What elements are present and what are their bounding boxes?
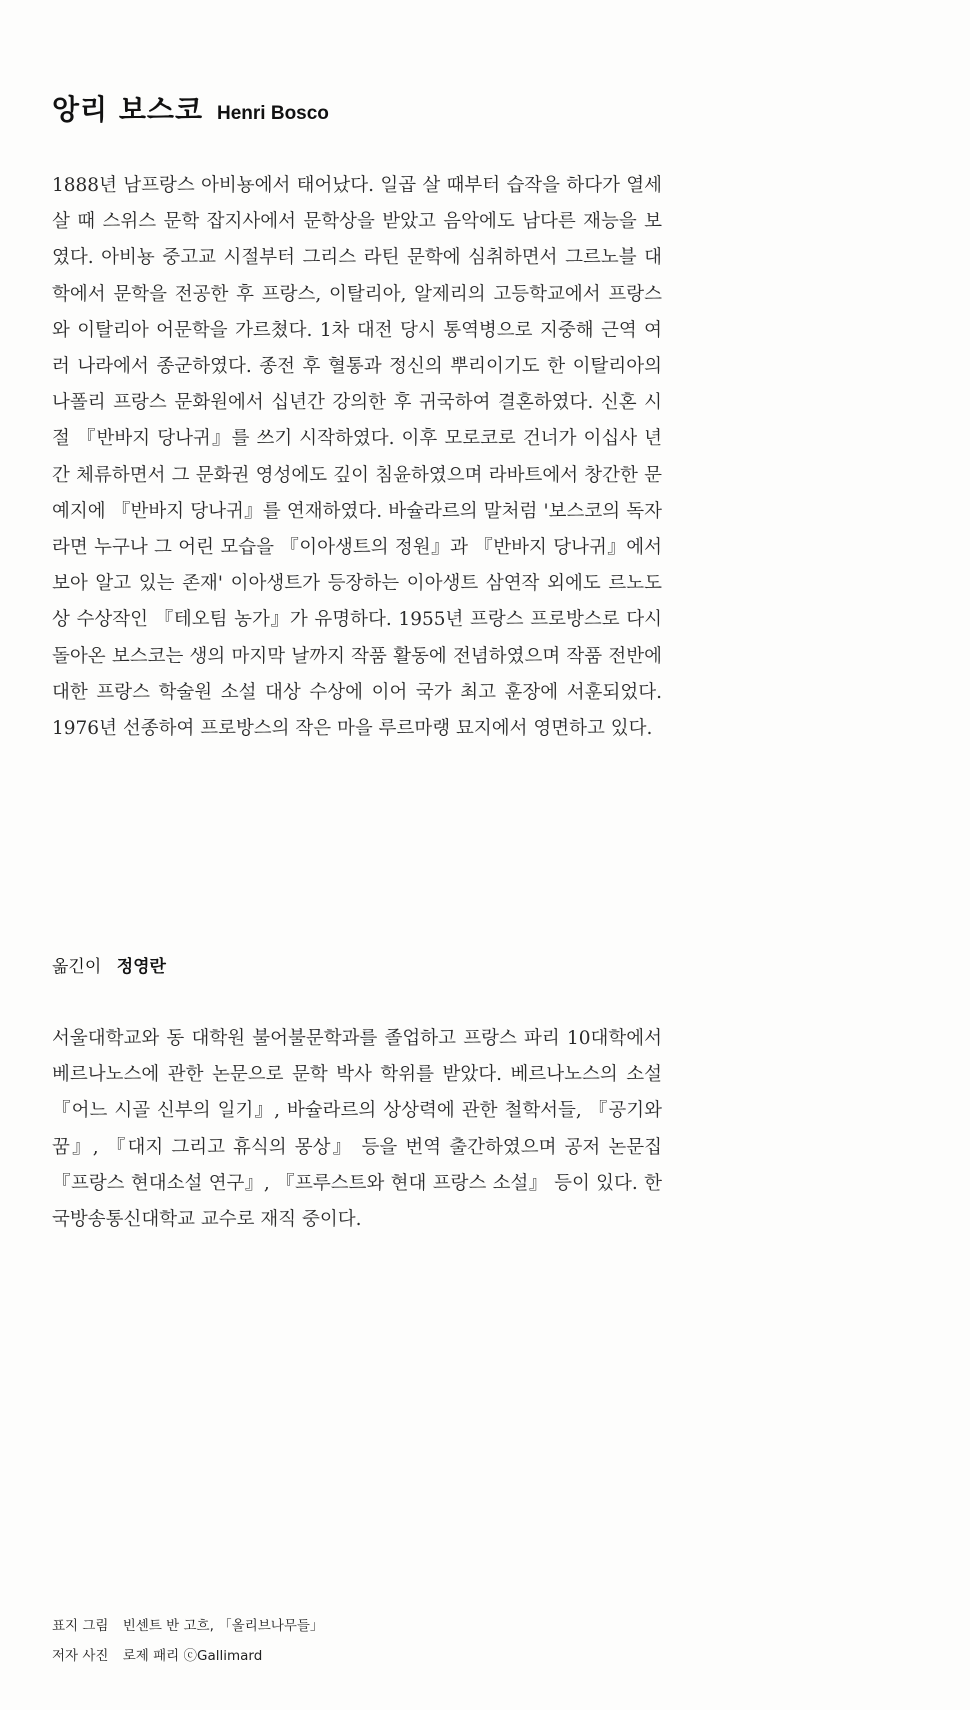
- author-photo-credit-value: 로제 패리 ⓒGallimard: [122, 1648, 263, 1664]
- translator-biography: 서울대학교와 동 대학원 불어불문학과를 졸업하고 프랑스 파리 10대학에서 베르나노스에 관한 논문으로 문학 박사 학위를 받았다. 베르나노스의 소설 『어느 시골 신부의 일기』, 바슐라르의 상상력에 관한 철학서들, 『공기와 꿈』, 『대지 그리고 휴식의 몽상』 등을 번역 출간하였으며 공저 논문집 『프랑스 현대소설 연구』, 『프루스트와 현대 프랑스 소설』 등이 있다. 한국방송통신대학교 교수로 재직 중이다.: [52, 1028, 662, 1231]
- author-photo-credit: [52, 1644, 262, 1664]
- cover-art-credit: [52, 1614, 323, 1634]
- author-photo-credit-label: 저자 사진: [52, 1648, 109, 1664]
- author-heading: [52, 88, 329, 128]
- translator-heading: [52, 952, 166, 977]
- author-name-english: Henri Bosco: [217, 103, 329, 124]
- translator-role-label: 옮긴이: [52, 957, 102, 977]
- author-name-korean: 앙리 보스코: [52, 93, 203, 126]
- translator-name: 정영란: [116, 957, 166, 977]
- author-biography: 1888년 남프랑스 아비뇽에서 태어났다. 일곱 살 때부터 습작을 하다가 열세 살 때 스위스 문학 잡지사에서 문학상을 받았고 음악에도 남다른 재능을 보였다. 아비뇽 중고교 시절부터 그리스 라틴 문학에 심취하면서 그르노블 대학에서 문학을 전공한 후 프랑스, 이탈리아, 알제리의 고등학교에서 프랑스와 이탈리아 어문학을 가르쳤다. 1차 대전 당시 통역병으로 지중해 근역 여러 나라에서 종군하였다. 종전 후 혈통과 정신의 뿌리이기도 한 이탈리아의 나폴리 프랑스 문화원에서 십년간 강의한 후 귀국하여 결혼하였다. 신혼 시절 『반바지 당나귀』를 쓰기 시작하였다. 이후 모로코로 건너가 이십사 년간 체류하면서 그 문화권 영성에도 깊이 침윤하였으며 라바트에서 창간한 문예지에 『반바지 당나귀』를 연재하였다. 바슐라르의 말처럼 '보스코의 독자라면 누구나 그 어린 모습을 『이아생트의 정원』과 『반바지 당나귀』에서 보아 알고 있는 존재' 이아생트가 등장하는 이아생트 삼연작 외에도 르노도 상 수상작인 『테오팀 농가』가 유명하다. 1955년 프랑스 프로방스로 다시 돌아온 보스코는 생의 마지막 날까지 작품 활동에 전념하였으며 작품 전반에 대한 프랑스 학술원 소설 대상 수상에 이어 국가 최고 훈장에 서훈되었다. 1976년 선종하여 프로방스의 작은 마을 루르마랭 묘지에서 영면하고 있다.: [52, 175, 663, 740]
- cover-art-credit-label: 표지 그림: [52, 1618, 109, 1634]
- cover-art-credit-value: 빈센트 반 고흐, 「올리브나무들」: [122, 1618, 324, 1634]
